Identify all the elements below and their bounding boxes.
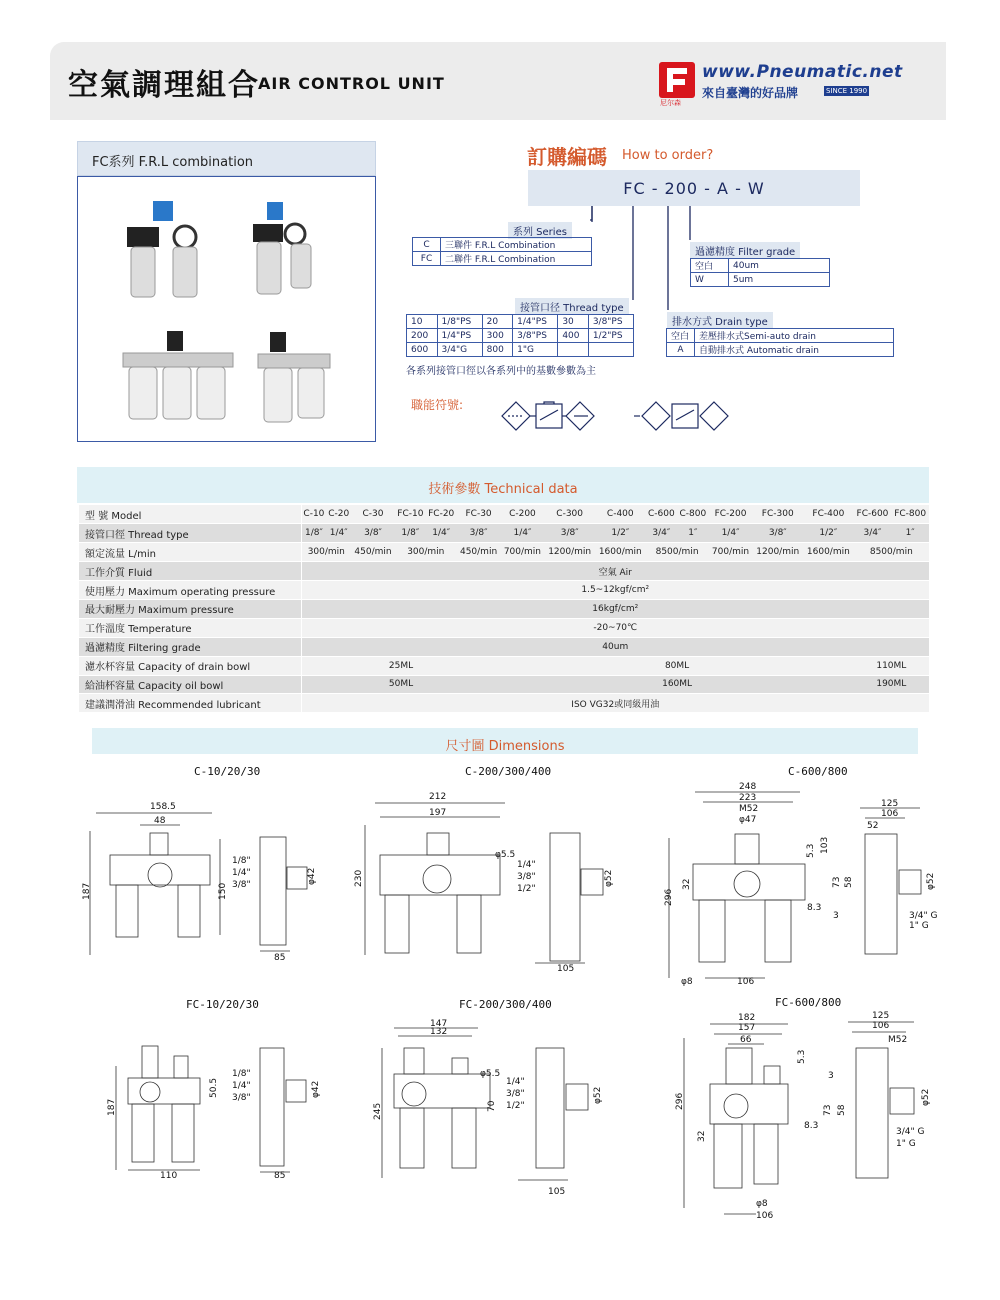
svg-text:85: 85 bbox=[274, 953, 286, 963]
drawing-fc-10-20-30 bbox=[100, 1030, 340, 1180]
svg-text:φ47: φ47 bbox=[739, 815, 757, 825]
filter-table bbox=[690, 258, 830, 287]
brand-logo-text: 尼尔森 bbox=[660, 99, 681, 107]
svg-text:3: 3 bbox=[828, 1071, 834, 1081]
thread-note: 各系列接管口徑以各系列中的基數參數為主 bbox=[406, 366, 596, 377]
svg-text:1/2": 1/2" bbox=[517, 884, 536, 894]
table-row: 接管口徑 Thread type 1/8″ 1/4″ 3/8″ 1/8″ 1/4″ 3/8″ 1/4″ 3/8″ 1/2″ 3/4″ 1″ 1/4″ 3/8″ 1/2″ 3/4″ 1″ bbox=[79, 524, 929, 543]
table-row: 給油杯容量 Capacity oil bowl 50ML 160ML 190ML bbox=[79, 675, 929, 694]
drain-table bbox=[666, 328, 894, 357]
svg-text:125: 125 bbox=[881, 799, 899, 809]
series-table bbox=[412, 237, 592, 266]
svg-text:φ52: φ52 bbox=[921, 1088, 931, 1106]
svg-text:157: 157 bbox=[738, 1023, 756, 1033]
drawing-c-200-300-400 bbox=[345, 785, 635, 975]
thread-label: 接管口径 Thread type bbox=[515, 298, 629, 315]
svg-text:106: 106 bbox=[737, 977, 755, 987]
table-row: 工作溫度 Temperature -20~70℃ bbox=[79, 618, 929, 637]
drawing-c-600-800 bbox=[655, 778, 945, 990]
svg-text:150: 150 bbox=[218, 882, 228, 900]
technical-title: 技術參數 Technical data bbox=[428, 482, 578, 497]
svg-text:73: 73 bbox=[832, 876, 842, 888]
drawing-title: FC-600/800 bbox=[775, 996, 842, 1009]
svg-text:187: 187 bbox=[107, 1098, 117, 1116]
svg-text:110: 110 bbox=[160, 1171, 178, 1180]
svg-text:φ42: φ42 bbox=[307, 867, 317, 885]
svg-text:197: 197 bbox=[429, 808, 447, 818]
svg-text:φ5.5: φ5.5 bbox=[495, 850, 516, 860]
svg-text:32: 32 bbox=[697, 1130, 707, 1142]
svg-text:φ42: φ42 bbox=[311, 1080, 321, 1098]
table-row: 型 號 Model C-10 C-20 C-30 FC-10 FC-20 FC-30 C-200 C-300 C-400 C-600 C-800 FC-200 FC-300 FC-400 FC-600 FC-800 bbox=[79, 505, 929, 524]
svg-text:1" G: 1" G bbox=[896, 1139, 916, 1149]
table-row: 額定流量 L/min 300/min 450/min 300/min 450/min 700/min 1200/min 1600/min 8500/min 700/min 1200/min 1600/min 8500/min bbox=[79, 543, 929, 562]
drawing-fc-200-300-400 bbox=[368, 1018, 618, 1198]
svg-text:182: 182 bbox=[738, 1013, 756, 1023]
table-row: FC 二聯件 F.R.L Combination bbox=[413, 252, 592, 266]
svg-text:1/4": 1/4" bbox=[232, 868, 251, 878]
svg-text:132: 132 bbox=[430, 1027, 448, 1037]
svg-text:1/4": 1/4" bbox=[506, 1077, 525, 1087]
function-symbol-label: 職能符號: bbox=[411, 398, 464, 412]
svg-text:3/8": 3/8" bbox=[232, 880, 251, 890]
svg-text:52: 52 bbox=[867, 821, 879, 831]
svg-text:5.3: 5.3 bbox=[806, 843, 816, 858]
svg-text:M52: M52 bbox=[888, 1035, 908, 1045]
svg-text:8.3: 8.3 bbox=[804, 1121, 819, 1131]
svg-text:1/8": 1/8" bbox=[232, 856, 251, 866]
dimensions-title: 尺寸圖 Dimensions bbox=[445, 739, 565, 754]
table-row: 空白 差壓排水式Semi-auto drain bbox=[667, 329, 894, 343]
svg-text:φ52: φ52 bbox=[604, 869, 614, 887]
svg-text:3/8": 3/8" bbox=[232, 1093, 251, 1103]
order-title-en: How to order? bbox=[622, 148, 714, 163]
table-row: 600 3/4"G 800 1"G bbox=[407, 343, 634, 357]
svg-text:50.5: 50.5 bbox=[209, 1077, 219, 1098]
svg-text:58: 58 bbox=[844, 876, 854, 888]
website-link[interactable]: www.Pneumatic.net bbox=[702, 62, 903, 82]
svg-text:296: 296 bbox=[675, 1092, 685, 1110]
page-title-en: AIR CONTROL UNIT bbox=[258, 74, 445, 93]
svg-text:1" G: 1" G bbox=[909, 921, 929, 931]
svg-text:1/4": 1/4" bbox=[517, 860, 536, 870]
svg-text:φ8: φ8 bbox=[756, 1199, 768, 1209]
thread-table bbox=[406, 314, 634, 357]
filter-label: 過濾精度 Filter grade bbox=[690, 242, 800, 259]
since-badge: SINCE 1990 bbox=[826, 87, 868, 95]
svg-text:3/8": 3/8" bbox=[517, 872, 536, 882]
svg-text:1/8": 1/8" bbox=[232, 1069, 251, 1079]
svg-text:125: 125 bbox=[872, 1011, 890, 1021]
svg-text:48: 48 bbox=[154, 816, 166, 826]
brand-logo-icon bbox=[659, 62, 695, 98]
svg-text:73: 73 bbox=[823, 1104, 833, 1116]
svg-text:3: 3 bbox=[833, 911, 839, 921]
svg-text:3/8": 3/8" bbox=[506, 1089, 525, 1099]
table-row: 使用壓力 Maximum operating pressure 1.5~12kgf/cm² bbox=[79, 581, 929, 600]
svg-text:58: 58 bbox=[837, 1104, 847, 1116]
svg-text:M52: M52 bbox=[739, 804, 759, 814]
table-row: 建議潤滑油 Recommended lubricant ISO VG32或同級用油 bbox=[79, 694, 929, 713]
table-row: 10 1/8"PS 20 1/4"PS 30 3/8"PS bbox=[407, 315, 634, 329]
svg-text:158.5: 158.5 bbox=[150, 802, 176, 812]
svg-text:223: 223 bbox=[739, 793, 757, 803]
svg-text:70: 70 bbox=[487, 1100, 497, 1112]
svg-text:φ52: φ52 bbox=[593, 1086, 603, 1104]
drawing-title: C-200/300/400 bbox=[465, 765, 552, 778]
svg-text:3/4" G: 3/4" G bbox=[909, 911, 938, 921]
svg-text:187: 187 bbox=[82, 882, 92, 900]
svg-text:1/4": 1/4" bbox=[232, 1081, 251, 1091]
table-row: A 自動排水式 Automatic drain bbox=[667, 343, 894, 357]
table-row: 200 1/4"PS 300 3/8"PS 400 1/2"PS bbox=[407, 329, 634, 343]
svg-text:32: 32 bbox=[682, 878, 692, 890]
svg-text:103: 103 bbox=[820, 836, 830, 854]
svg-text:147: 147 bbox=[430, 1019, 448, 1029]
svg-text:212: 212 bbox=[429, 792, 447, 802]
svg-text:66: 66 bbox=[740, 1035, 752, 1045]
svg-text:φ5.5: φ5.5 bbox=[480, 1069, 501, 1079]
order-title-cn: 訂購編碼 bbox=[527, 145, 607, 169]
technical-table bbox=[79, 505, 929, 713]
table-row: 空白 40um bbox=[691, 259, 830, 273]
table-row: W 5um bbox=[691, 273, 830, 287]
page-title-cn: 空氣調理組合 bbox=[68, 68, 260, 103]
svg-text:230: 230 bbox=[354, 869, 364, 887]
table-row: 工作介質 Fluid 空氣 Air bbox=[79, 562, 929, 581]
drawing-c-10-20-30 bbox=[80, 795, 330, 965]
svg-text:105: 105 bbox=[557, 964, 575, 974]
series-label: 系列 Series bbox=[508, 222, 572, 239]
table-row: 過濾精度 Filtering grade 40um bbox=[79, 637, 929, 656]
product-photo-panel bbox=[77, 176, 376, 442]
svg-text:296: 296 bbox=[664, 888, 674, 906]
product-panel-label: FC系列 F.R.L combination bbox=[92, 155, 254, 170]
table-row: 濾水杯容量 Capacity of drain bowl 25ML 80ML 110ML bbox=[79, 656, 929, 675]
order-code: FC - 200 - A - W bbox=[623, 179, 765, 198]
svg-text:1/2": 1/2" bbox=[506, 1101, 525, 1111]
svg-text:245: 245 bbox=[373, 1102, 383, 1120]
svg-text:106: 106 bbox=[756, 1211, 774, 1221]
svg-text:5.3: 5.3 bbox=[797, 1049, 807, 1064]
slogan: 來自臺灣的好品牌 bbox=[702, 86, 799, 100]
function-symbol-icons bbox=[500, 400, 730, 438]
svg-text:248: 248 bbox=[739, 782, 757, 792]
svg-text:105: 105 bbox=[548, 1187, 566, 1197]
svg-text:85: 85 bbox=[274, 1171, 286, 1180]
svg-text:φ52: φ52 bbox=[926, 872, 936, 890]
svg-text:3/4" G: 3/4" G bbox=[896, 1127, 925, 1137]
drawing-title: C-10/20/30 bbox=[194, 765, 261, 778]
drawing-title: C-600/800 bbox=[788, 765, 848, 778]
drawing-fc-600-800 bbox=[670, 1008, 945, 1223]
svg-text:φ8: φ8 bbox=[681, 977, 693, 987]
drawing-title: FC-200/300/400 bbox=[459, 998, 552, 1011]
table-row: 最大耐壓力 Maximum pressure 16kgf/cm² bbox=[79, 599, 929, 618]
drawing-title: FC-10/20/30 bbox=[186, 998, 259, 1011]
svg-text:106: 106 bbox=[872, 1021, 890, 1031]
product-photos bbox=[78, 177, 375, 441]
svg-text:8.3: 8.3 bbox=[807, 903, 822, 913]
svg-text:106: 106 bbox=[881, 809, 899, 819]
drain-label: 排水方式 Drain type bbox=[667, 312, 773, 329]
table-row: C 三聯件 F.R.L Combination bbox=[413, 238, 592, 252]
